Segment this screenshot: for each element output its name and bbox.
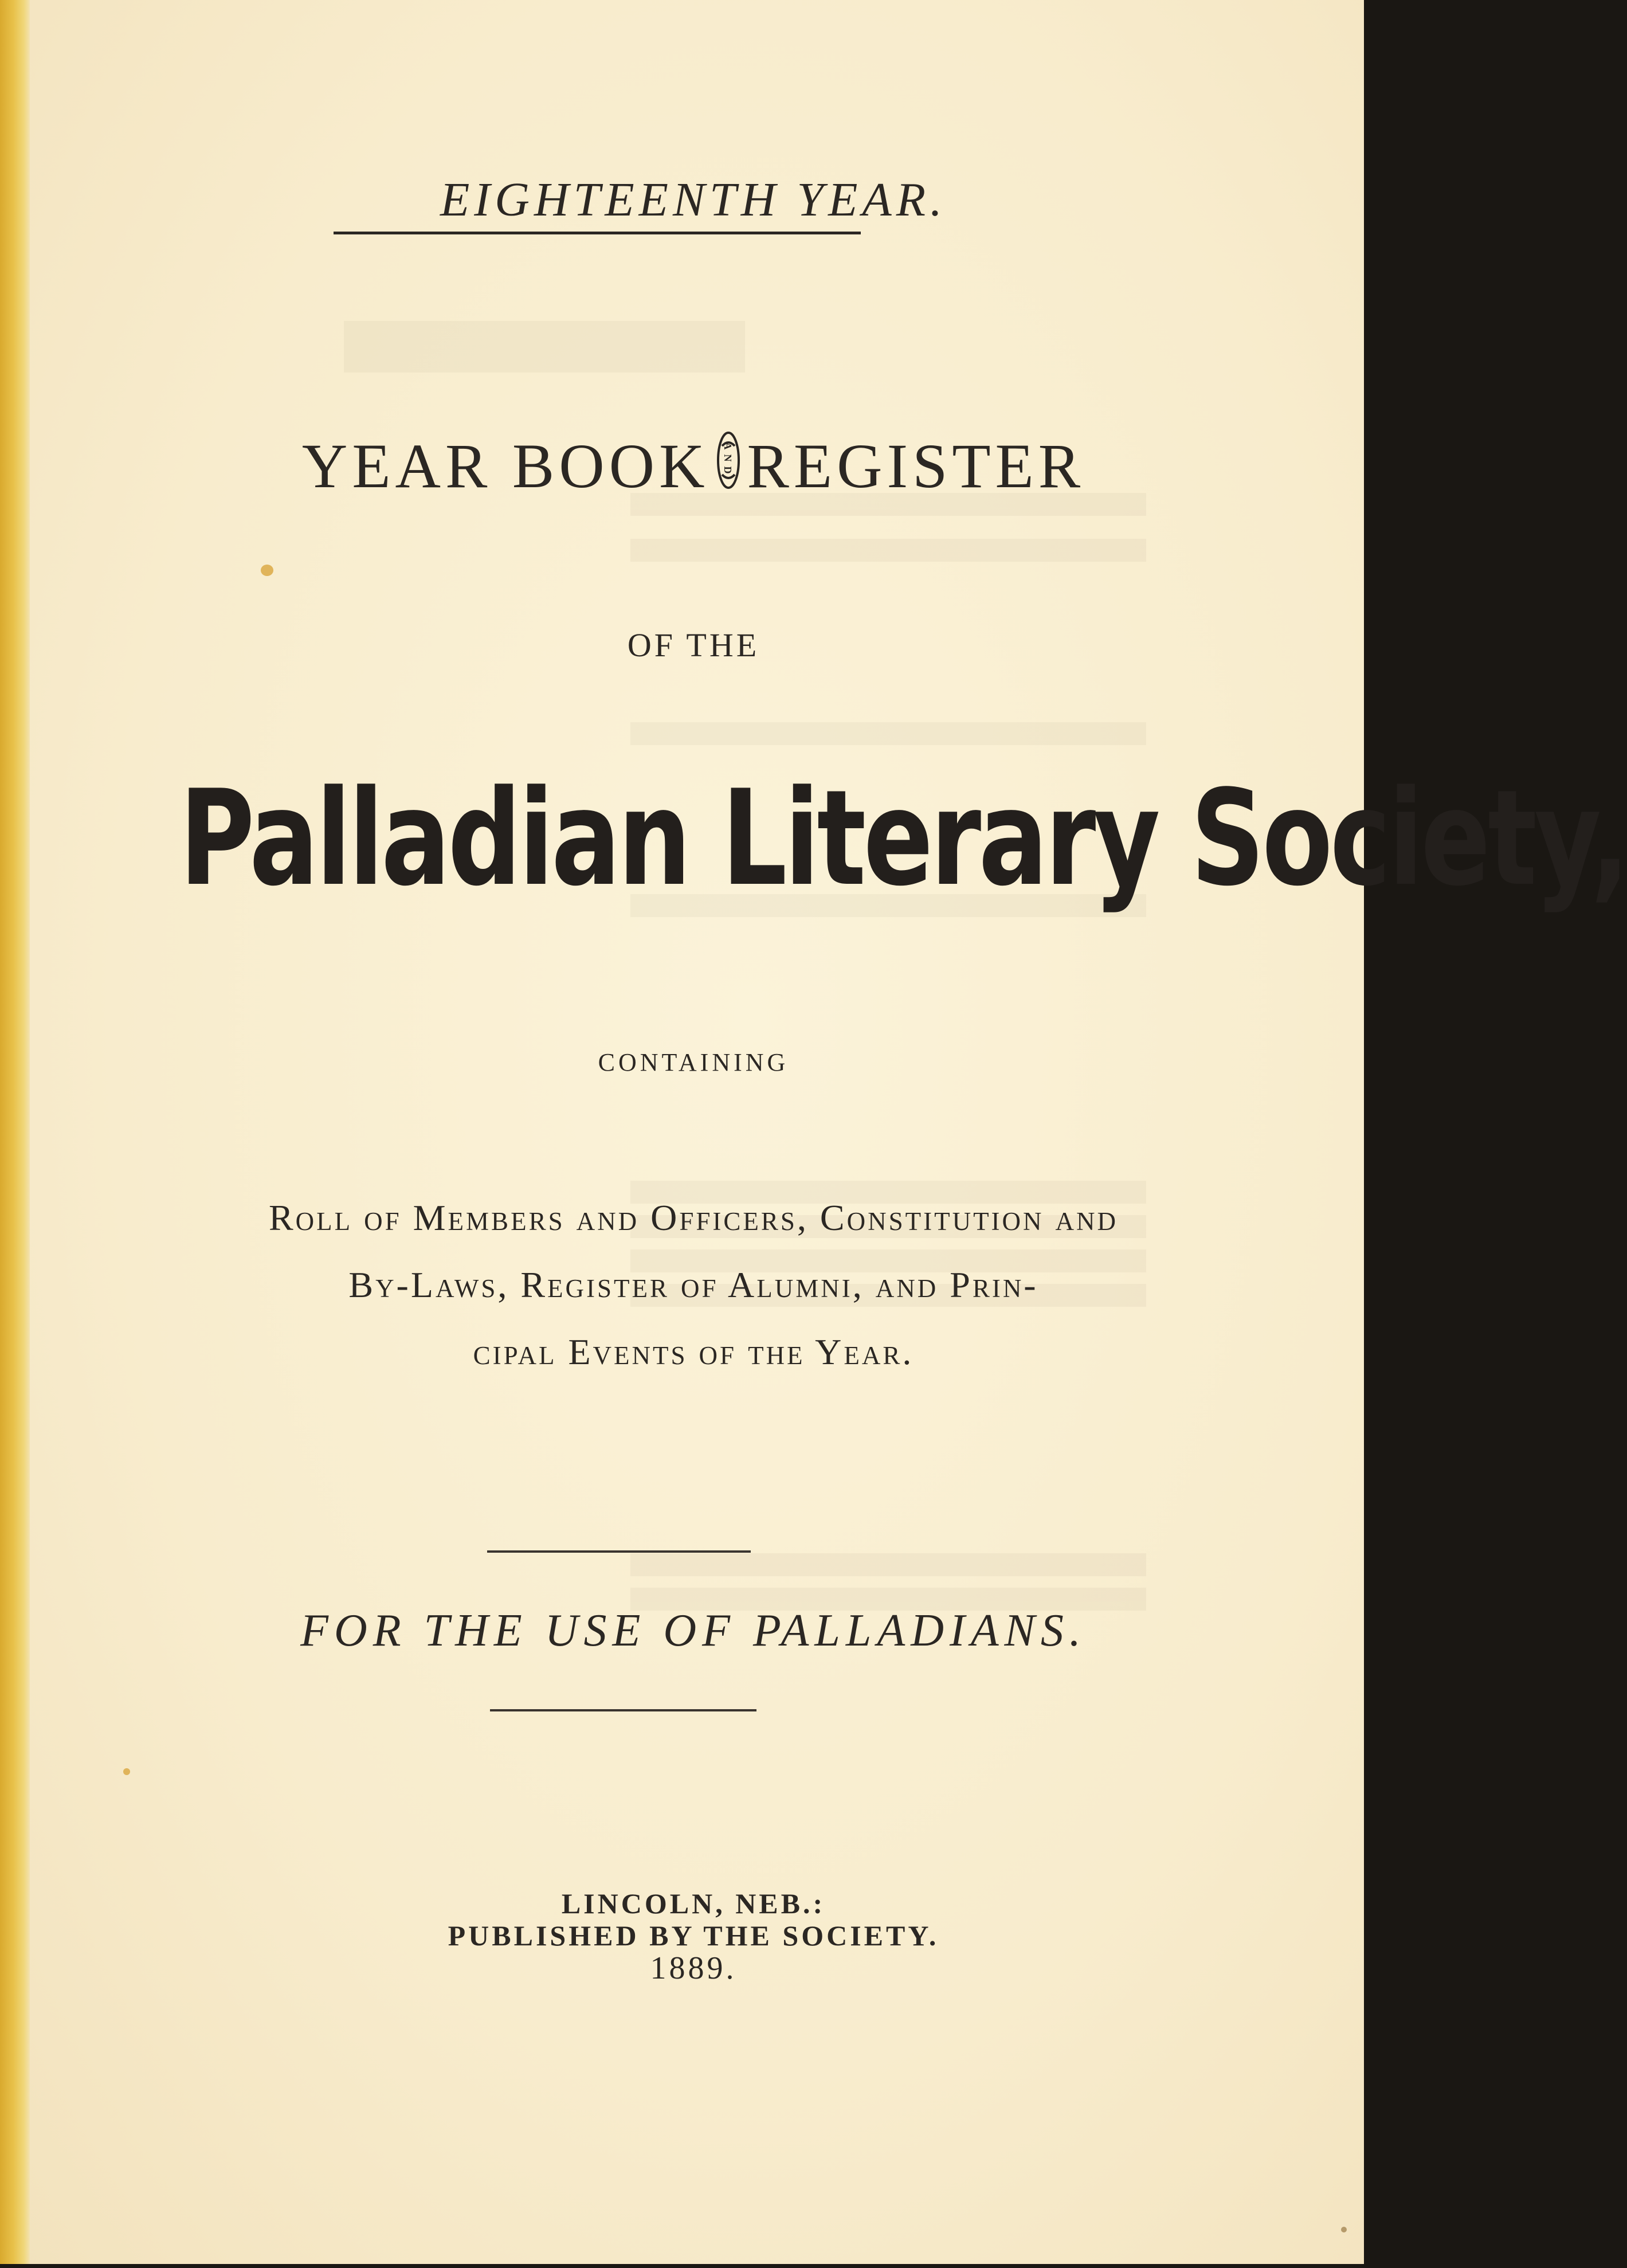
- contents-line-3: cipal Events of the Year.: [473, 1331, 914, 1372]
- imprint-year: 1889.: [650, 1950, 737, 1986]
- show-through-texture: [344, 321, 1146, 1983]
- edition-heading: EIGHTEENTH YEAR.: [440, 173, 947, 226]
- divider-rule-top: [487, 1550, 751, 1553]
- paper-stain: [261, 565, 273, 576]
- of-the-text: OF THE: [627, 626, 760, 664]
- containing-label: CONTAINING: [598, 1048, 789, 1076]
- contents-line-1: Roll of Members and Officers, Constitution and: [268, 1197, 1119, 1238]
- binding-spine: [0, 0, 30, 2264]
- svg-text:AND: AND: [722, 442, 734, 479]
- edition-underline: [334, 232, 861, 234]
- imprint-publisher: PUBLISHED BY THE SOCIETY.: [448, 1920, 939, 1952]
- heading-right: REGISTER: [747, 431, 1085, 501]
- heading-left: YEAR BOOK: [301, 431, 709, 501]
- paper-stain: [1341, 2227, 1347, 2232]
- paper-stain: [123, 1768, 130, 1775]
- contents-line-2: By-Laws, Register of Alumni, and Prin-: [348, 1264, 1038, 1305]
- divider-rule-bottom: [490, 1709, 756, 1711]
- society-name-title: Palladian Literary Society,: [179, 762, 1627, 915]
- and-ligature-icon: [715, 429, 742, 492]
- imprint-place: LINCOLN, NEB.:: [561, 1887, 826, 1920]
- for-use-statement: FOR THE USE OF PALLADIANS.: [300, 1605, 1087, 1656]
- book-title-heading: [34, 429, 1352, 503]
